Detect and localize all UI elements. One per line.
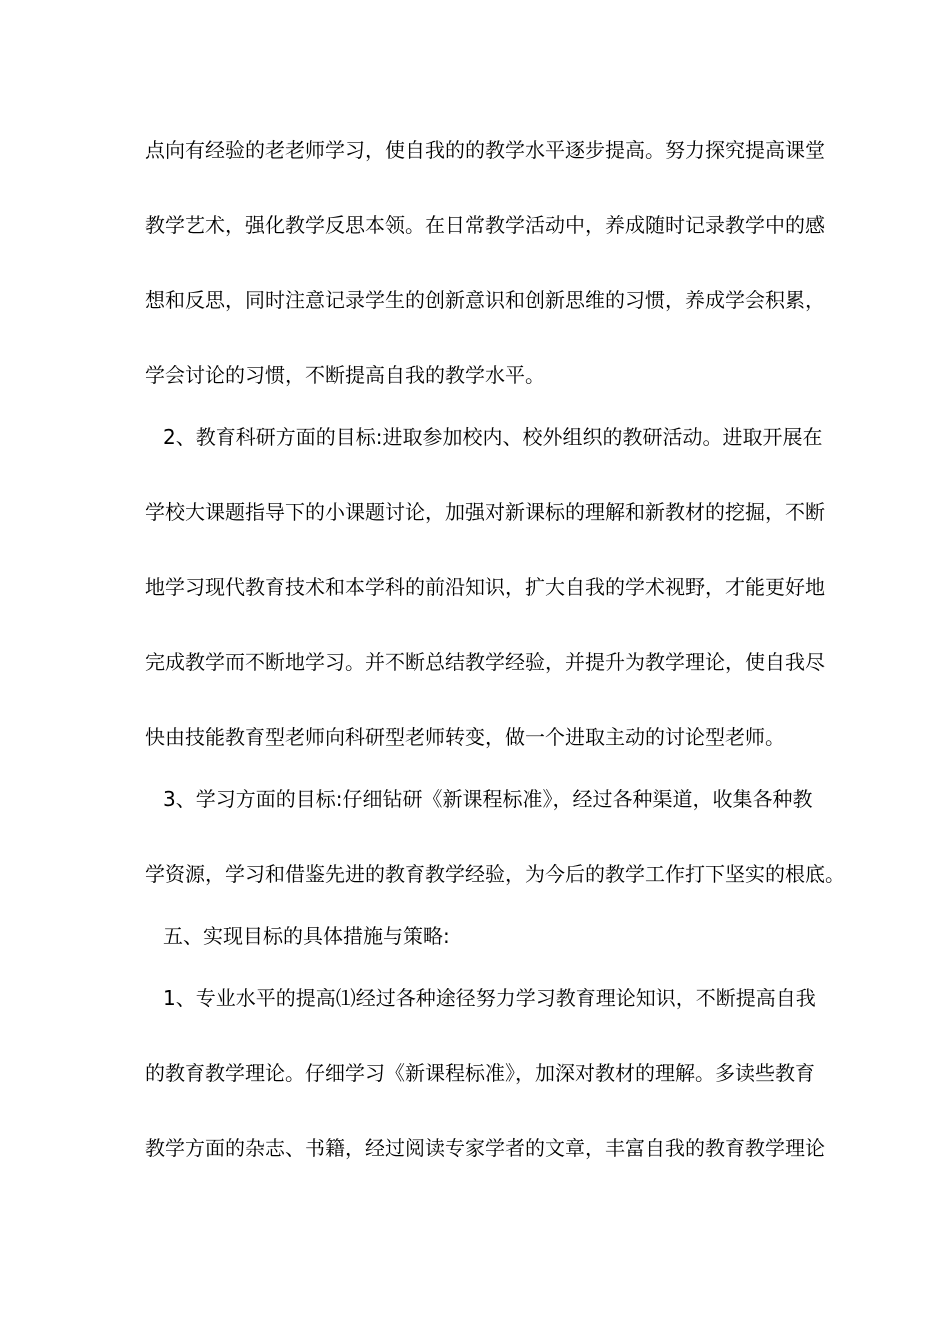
text-line-2: 教学艺术，强化教学反思本领。在日常教学活动中，养成随时记录教学中的感 bbox=[145, 213, 825, 237]
text-line-12: 五、实现目标的具体措施与策略: bbox=[163, 924, 450, 948]
text-line-4: 学会讨论的习惯，不断提高自我的教学水平。 bbox=[145, 363, 545, 387]
text-line-5: 2、教育科研方面的目标:进取参加校内、校外组织的教研活动。进取开展在 bbox=[163, 425, 823, 449]
text-line-3: 想和反思，同时注意记录学生的创新意识和创新思维的习惯，养成学会积累， bbox=[145, 288, 825, 312]
text-line-14: 的教育教学理论。仔细学习《新课程标准》，加深对教材的理解。多读些教育 bbox=[145, 1061, 815, 1085]
text-line-15: 教学方面的杂志、书籍，经过阅读专家学者的文章，丰富自我的教育教学理论 bbox=[145, 1136, 825, 1160]
text-line-8: 完成教学而不断地学习。并不断总结教学经验，并提升为教学理论，使自我尽 bbox=[145, 650, 825, 674]
text-line-10: 3、学习方面的目标:仔细钻研《新课程标准》，经过各种渠道，收集各种教 bbox=[163, 787, 813, 811]
text-line-13: 1、专业水平的提高⑴经过各种途径努力学习教育理论知识，不断提高自我 bbox=[163, 986, 816, 1010]
text-line-9: 快由技能教育型老师向科研型老师转变，做一个进取主动的讨论型老师。 bbox=[145, 725, 785, 749]
text-line-1: 点向有经验的老老师学习，使自我的的教学水平逐步提高。努力探究提高课堂 bbox=[145, 138, 825, 162]
text-line-6: 学校大课题指导下的小课题讨论，加强对新课标的理解和新教材的挖掘，不断 bbox=[145, 500, 825, 524]
text-line-11: 学资源，学习和借鉴先进的教育教学经验，为今后的教学工作打下坚实的根底。 bbox=[145, 862, 845, 886]
text-line-7: 地学习现代教育技术和本学科的前沿知识，扩大自我的学术视野，才能更好地 bbox=[145, 575, 825, 599]
